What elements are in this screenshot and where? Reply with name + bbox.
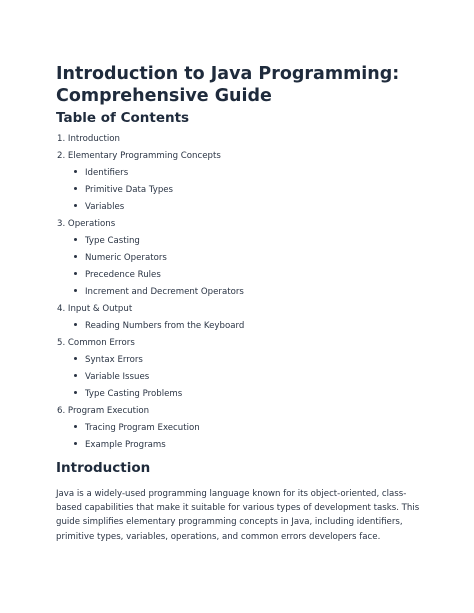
toc-item-label: Variable Issues [85, 372, 150, 382]
bullet-icon [74, 374, 77, 377]
bullet-icon [74, 170, 77, 173]
section-heading: Introduction [56, 460, 151, 476]
toc-subitem [56, 284, 436, 301]
section-paragraph: Java is a widely-used programming language known for its object-oriented, class-based capabilities that make it suitable for various types of development tasks. This guide simplifies elementary programming concepts in Java, including identifiers, primitive types, variables, operations, and common errors developers face. [56, 489, 420, 542]
bullet-icon [74, 391, 77, 394]
toc-subitem [56, 386, 436, 403]
bullet-icon [74, 238, 77, 241]
toc-item-label: 5. Common Errors [57, 338, 135, 348]
toc-item-label: Syntax Errors [85, 355, 143, 365]
toc-subitem [56, 267, 436, 284]
toc-subitem [56, 318, 436, 335]
bullet-icon [74, 289, 77, 292]
bullet-icon [74, 425, 77, 428]
toc-item [56, 148, 436, 165]
toc-item-label: Type Casting [85, 236, 140, 246]
toc-item-label: 1. Introduction [57, 134, 120, 144]
table-of-contents [56, 131, 436, 454]
toc-item-label: 3. Operations [57, 219, 116, 229]
toc-item-label: 4. Input & Output [57, 304, 133, 314]
bullet-icon [74, 255, 77, 258]
toc-item-label: Increment and Decrement Operators [85, 287, 244, 297]
bullet-icon [74, 442, 77, 445]
toc-item-label: Identifiers [85, 168, 129, 178]
toc-item-label: Numeric Operators [85, 253, 167, 263]
bullet-icon [74, 272, 77, 275]
toc-subitem [56, 437, 436, 454]
toc-item [56, 216, 436, 233]
toc-subitem [56, 369, 436, 386]
toc-item-label: Example Programs [85, 440, 166, 450]
toc-subitem [56, 420, 436, 437]
toc-subitem [56, 199, 436, 216]
toc-item [56, 403, 436, 420]
toc-item [56, 335, 436, 352]
toc-item-label: Tracing Program Execution [85, 423, 200, 433]
toc-item-label: 2. Elementary Programming Concepts [57, 151, 221, 161]
toc-subitem [56, 233, 436, 250]
bullet-icon [74, 204, 77, 207]
bullet-icon [74, 357, 77, 360]
document-title: Introduction to Java Programming: Comprehensive Guide [56, 64, 400, 106]
toc-subitem [56, 352, 436, 369]
bullet-icon [74, 187, 77, 190]
toc-item-label: Primitive Data Types [85, 185, 174, 195]
toc-item-label: Precedence Rules [85, 270, 161, 280]
toc-item-label: 6. Program Execution [57, 406, 150, 416]
toc-subitem [56, 165, 436, 182]
toc-item-label: Variables [85, 202, 125, 212]
bullet-icon [74, 323, 77, 326]
toc-subitem [56, 250, 436, 267]
toc-heading: Table of Contents [56, 110, 190, 126]
toc-item [56, 131, 436, 148]
toc-item-label: Reading Numbers from the Keyboard [85, 321, 245, 331]
toc-subitem [56, 182, 436, 199]
toc-item-label: Type Casting Problems [85, 389, 183, 399]
toc-item [56, 301, 436, 318]
